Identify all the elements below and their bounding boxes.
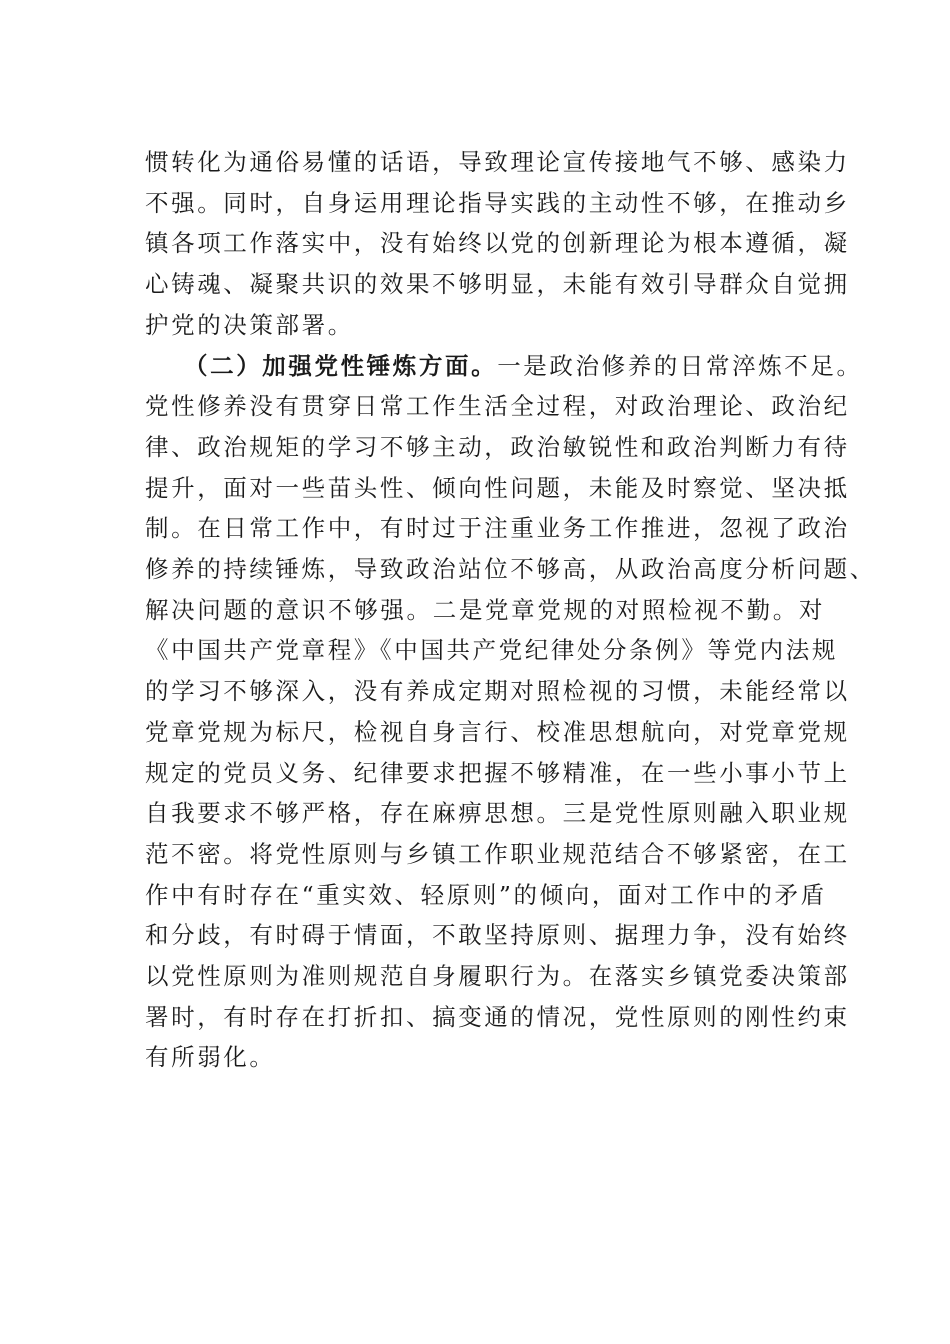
text-line: 《中国共产党章程》《中国共产党纪律处分条例》等党内法规 [145, 636, 838, 665]
text-line: 有所弱化。 [145, 1043, 276, 1072]
text-line: 律、政治规矩的学习不够主动，政治敏锐性和政治判断力有待 [145, 432, 850, 461]
text-line: 惯转化为通俗易懂的话语，导致理论宣传接地气不够、感染力 [145, 148, 850, 176]
text-line: 作中有时存在“重实效、轻原则”的倾向，面对工作中的矛盾 [145, 880, 827, 909]
paragraph-theory-application [145, 142, 850, 346]
paragraph-party-spirit [145, 346, 876, 1079]
text-line: 自我要求不够严格，存在麻痹思想。三是党性原则融入职业规 [145, 799, 850, 828]
text-segment: 一是政治修养的日常淬炼不足。 [497, 351, 863, 380]
text-line: 解决问题的意识不够强。二是党章党规的对照检视不勤。对 [145, 595, 825, 624]
text-line: 的学习不够深入，没有养成定期对照检视的习惯，未能经常以 [145, 677, 850, 706]
text-line: 以党性原则为准则规范自身履职行为。在落实乡镇党委决策部 [145, 962, 850, 991]
section-heading: （二）加强党性锤炼方面。 [184, 351, 498, 380]
text-line: 制。在日常工作中，有时过于注重业务工作推进，忽视了政治 [145, 514, 850, 543]
text-line: 修养的持续锤炼，导致政治站位不够高，从政治高度分析问题、 [145, 555, 876, 584]
text-line: 范不密。将党性原则与乡镇工作职业规范结合不够紧密，在工 [145, 839, 850, 868]
text-line: 和分歧，有时碍于情面，不敢坚持原则、据理力争，没有始终 [145, 921, 850, 950]
text-line: 规定的党员义务、纪律要求把握不够精准，在一些小事小节上 [145, 758, 850, 787]
text-line: 署时，有时存在打折扣、搞变通的情况，党性原则的刚性约束 [145, 1002, 850, 1031]
text-line: 心铸魂、凝聚共识的效果不够明显，未能有效引导群众自觉拥 [145, 270, 850, 299]
text-line: 镇各项工作落实中，没有始终以党的创新理论为根本遵循，凝 [145, 229, 850, 258]
document-body [145, 142, 876, 1078]
text-line: 提升，面对一些苗头性、倾向性问题，未能及时察觉、坚决抵 [145, 473, 850, 502]
text-line: 不强。同时，自身运用理论指导实践的主动性不够，在推动乡 [145, 188, 850, 217]
text-line: 护党的决策部署。 [145, 310, 354, 339]
text-line: 党性修养没有贯穿日常工作生活全过程，对政治理论、政治纪 [145, 392, 850, 421]
text-line [145, 346, 863, 387]
text-line: 党章党规为标尺，检视自身言行、校准思想航向，对党章党规 [145, 717, 850, 746]
